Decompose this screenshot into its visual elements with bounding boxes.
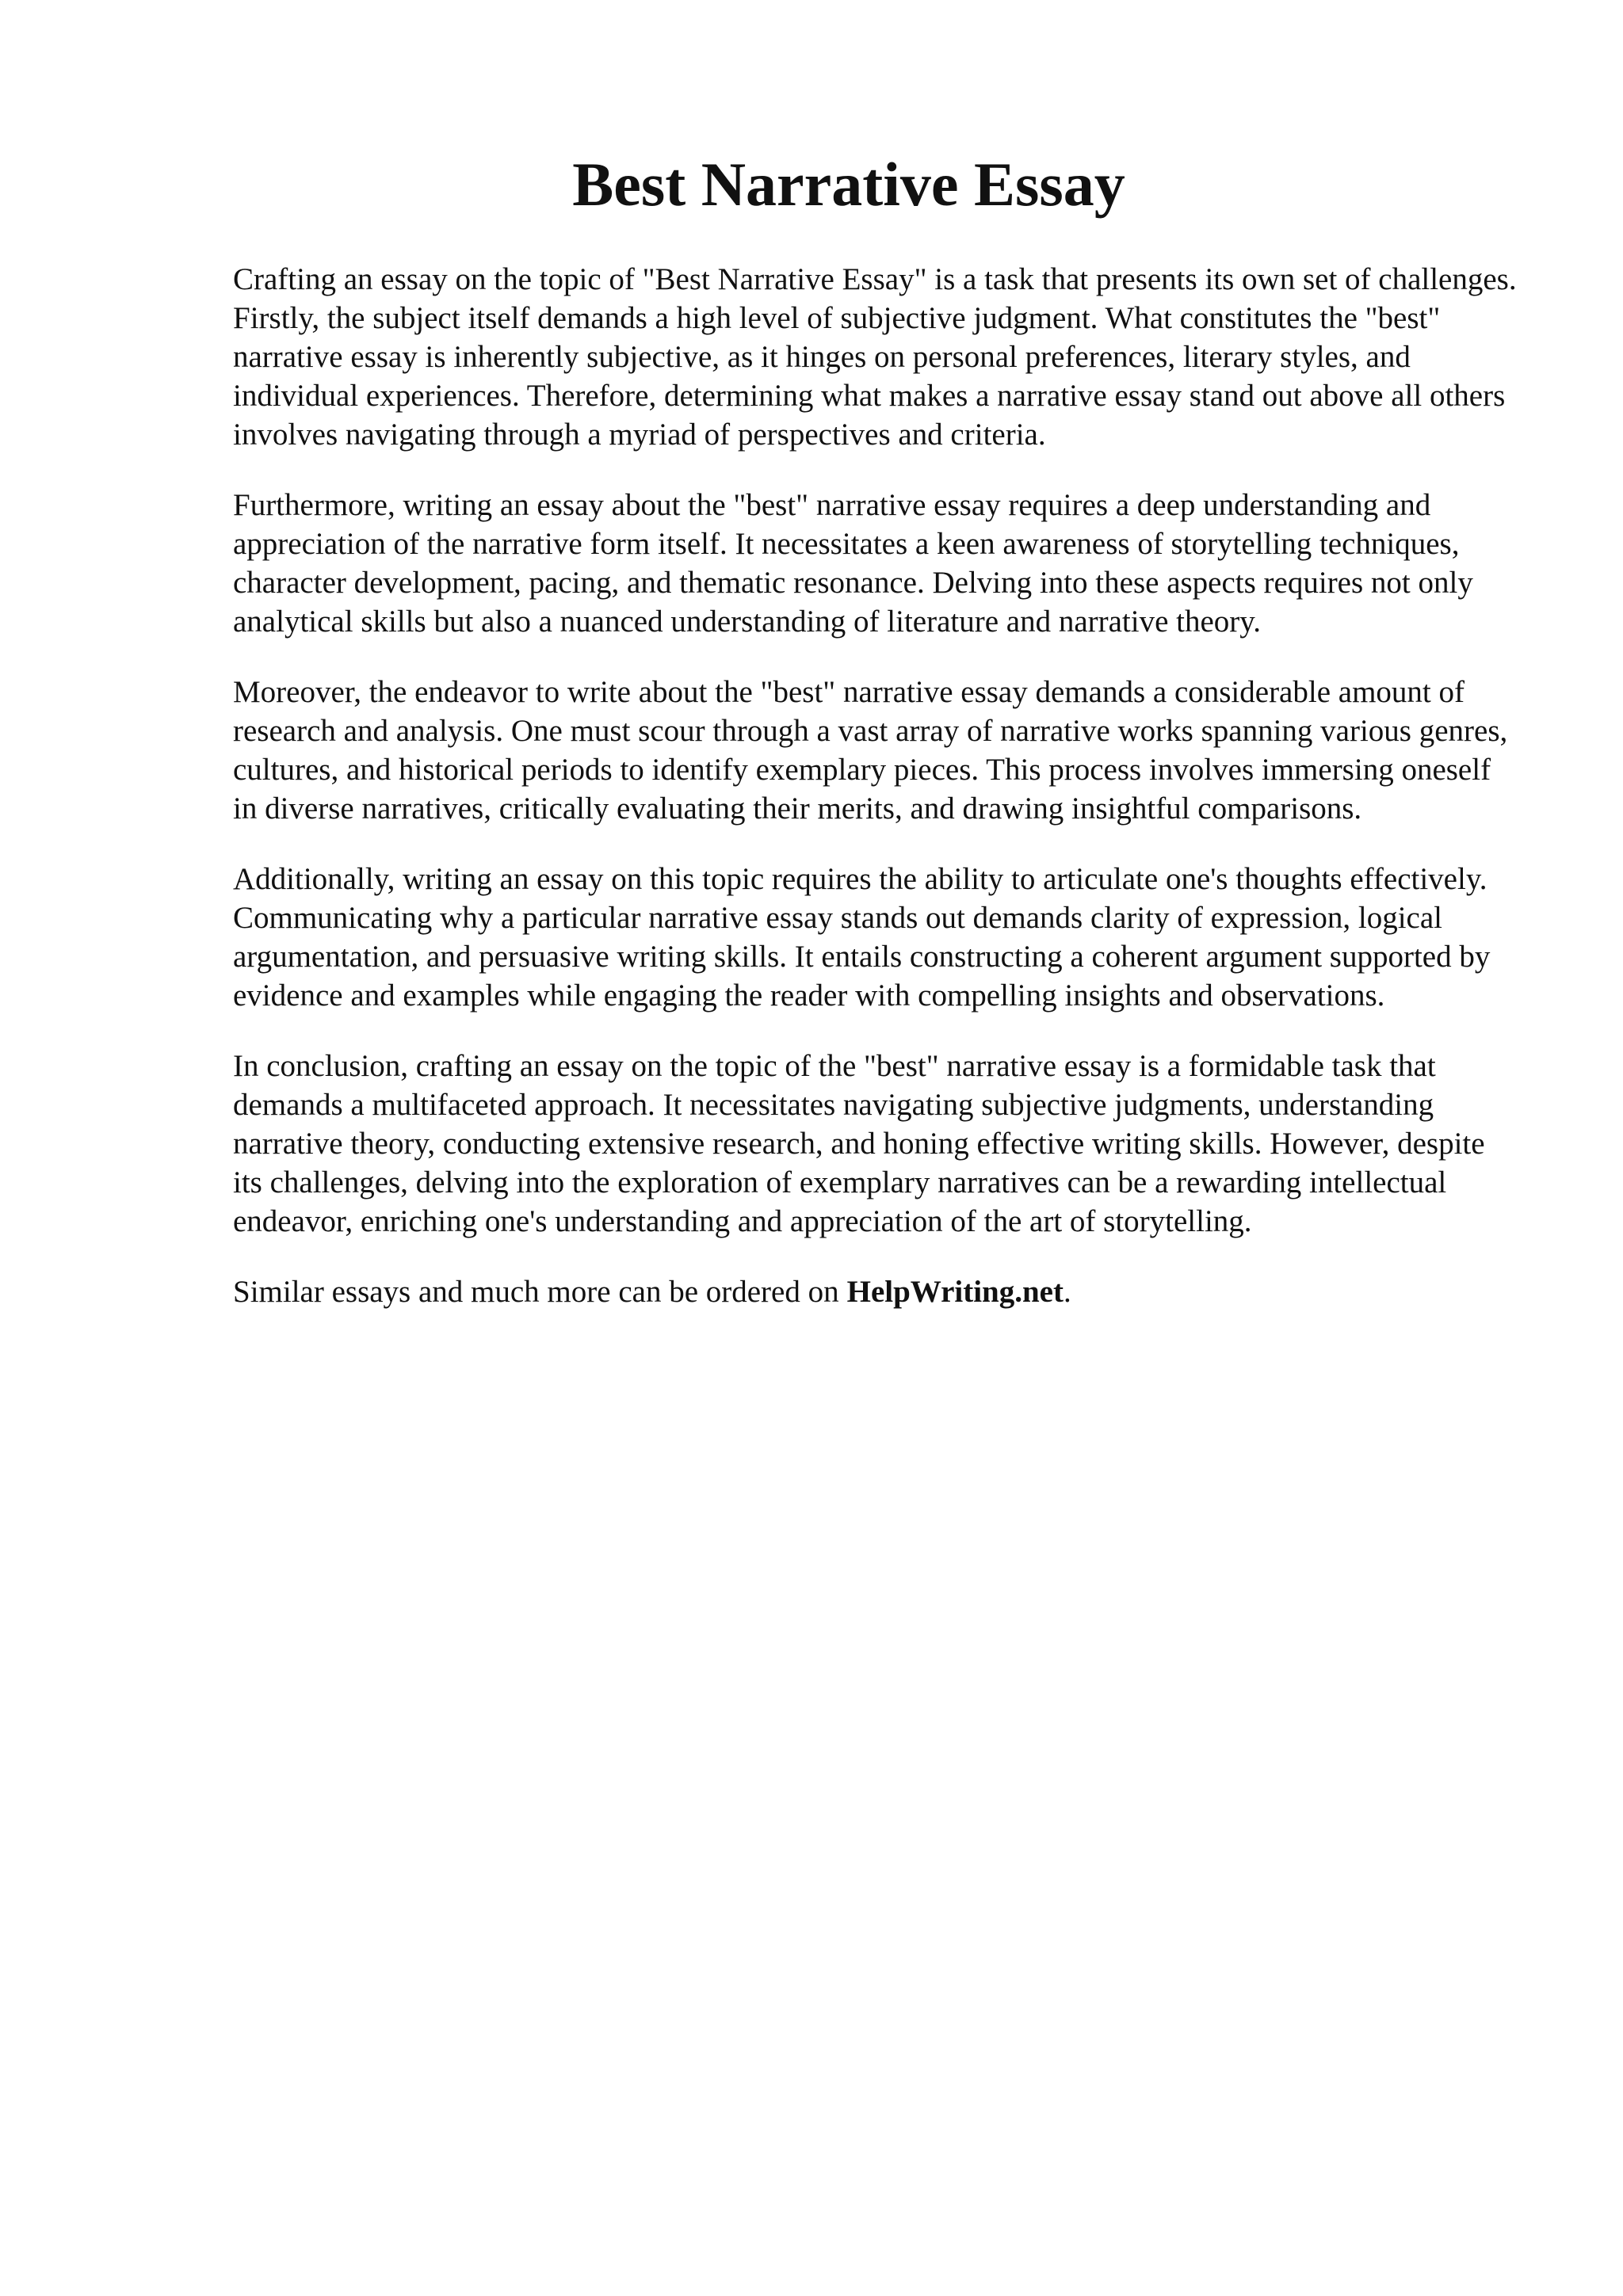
helpwriting-link[interactable]: HelpWriting.net <box>846 1274 1064 1309</box>
cta-suffix: . <box>1063 1274 1071 1309</box>
essay-paragraph-4: Additionally, writing an essay on this topic requires the ability to articulate one's thoughts effectively. Communicating why a particular narrative essay stands out demands clarity of expression, logical argumentation, and persuasive writing skills. It entails constructing a coherent argument supported by evidence and examples while engaging the reader with compelling insights and observations. <box>233 861 1491 1013</box>
essay-paragraph-1: Crafting an essay on the topic of "Best Narrative Essay" is a task that presents its own set of challenges. Firstly, the subject itself demands a high level of subjective judgment. What constitutes the "best" narrative essay is inherently subjective, as it hinges on personal preferences, literary styles, and individual experiences. Therefore, determining what makes a narrative essay stand out above all others involves navigating through a myriad of perspectives and criteria. <box>233 261 1517 452</box>
essay-paragraph-3: Moreover, the endeavor to write about the "best" narrative essay demands a considerable amount of research and analysis. One must scour through a vast array of narrative works spanning various genres, cultures, and historical periods to identify exemplary pieces. This process involves immersing oneself in diverse narratives, critically evaluating their merits, and drawing insightful comparisons. <box>233 674 1508 826</box>
document-title: Best Narrative Essay <box>572 150 1125 219</box>
essay-paragraph-5: In conclusion, crafting an essay on the topic of the "best" narrative essay is a formidable task that demands a multifaceted approach. It necessitates navigating subjective judgments, understanding narrative theory, conducting extensive research, and honing effective writing skills. However, despite its challenges, delving into the exploration of exemplary narratives can be a rewarding intellectual endeavor, enriching one's understanding and appreciation of the art of storytelling. <box>233 1048 1485 1238</box>
cta-prefix: Similar essays and much more can be ordered on <box>233 1274 839 1309</box>
call-to-action <box>233 1272 1517 1311</box>
essay-paragraph-2: Furthermore, writing an essay about the "best" narrative essay requires a deep understanding and appreciation of the narrative form itself. It necessitates a keen awareness of storytelling techniques, character development, pacing, and thematic resonance. Delving into these aspects requires not only analytical skills but also a nuanced understanding of literature and narrative theory. <box>233 487 1473 639</box>
